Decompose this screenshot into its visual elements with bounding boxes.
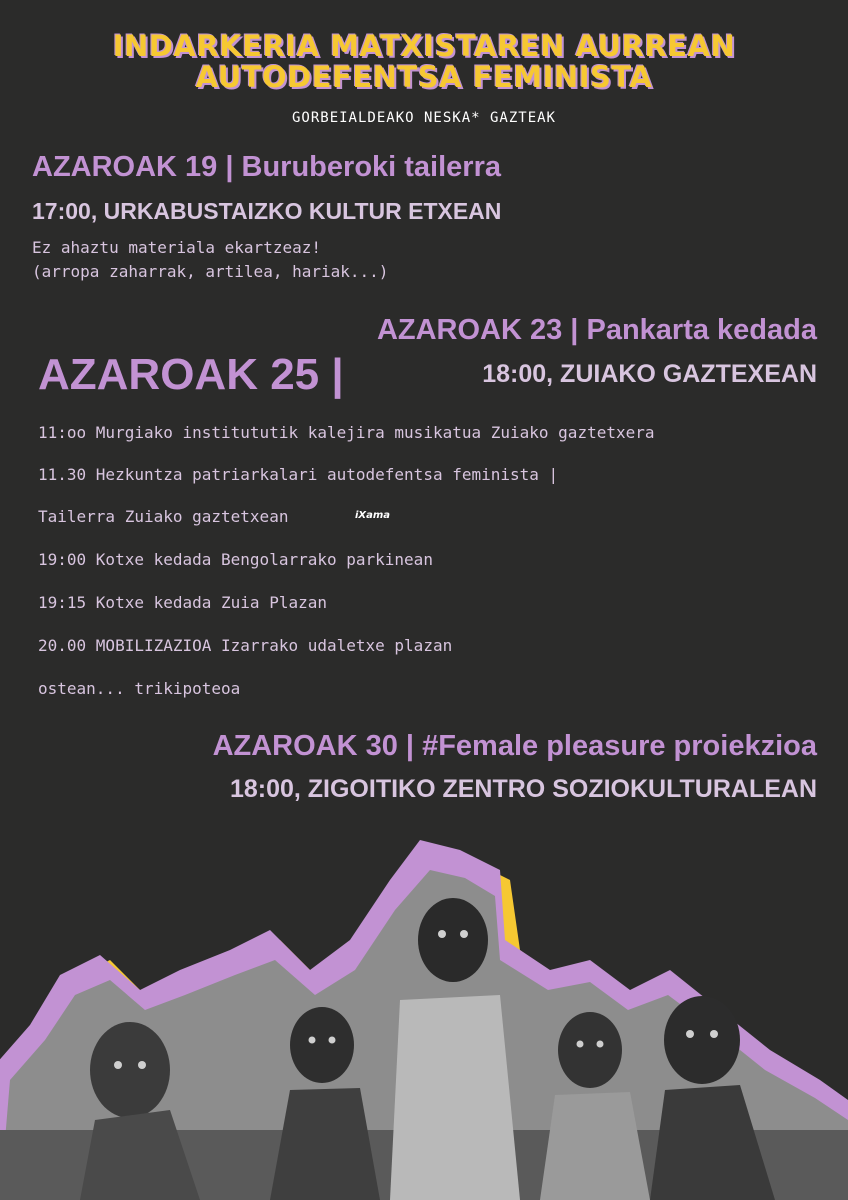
event-nov19-time-place: 17:00, URKABUSTAIZKO KULTUR ETXEAN (32, 198, 502, 224)
event-nov23-title: AZAROAK 23 | Pankarta kedada (376, 314, 817, 346)
ixama-logo: iXama (355, 510, 391, 521)
event-nov19-title: AZAROAK 19 | Buruberoki tailerra (32, 151, 501, 183)
event-nov19-note-materials: (arropa zaharrak, artilea, hariak...) (32, 262, 389, 281)
schedule-item: Tailerra Zuiako gaztetxean (38, 507, 289, 526)
schedule-item: 11:oo Murgiako institututik kalejira musikatua Zuiako gaztetxera (38, 423, 655, 442)
event-nov30-time-place: 18:00, ZIGOITIKO ZENTRO SOZIOKULTURALEAN (229, 775, 817, 803)
event-nov25-title: AZAROAK 25 | (38, 350, 344, 399)
schedule-item: 20.00 MOBILIZAZIOA Izarrako udaletxe plazan (38, 636, 453, 655)
event-nov23-time-place: 18:00, ZUIAKO GAZTEXEAN (482, 360, 817, 388)
poster-headline-line-1: INDARKERIA MATXISTAREN AURREAN (112, 29, 736, 63)
schedule-item: 11.30 Hezkuntza patriarkalari autodefentsa feminista | (38, 465, 559, 484)
masked-women-collage-image (0, 830, 848, 1200)
event-nov19-note: Ez ahaztu materiala ekartzeaz! (32, 238, 321, 257)
schedule-item: ostean... trikipoteoa (38, 679, 241, 698)
schedule-item: 19:15 Kotxe kedada Zuia Plazan (38, 593, 327, 612)
schedule-item: 19:00 Kotxe kedada Bengolarrako parkinean (38, 550, 433, 569)
organizer-name: GORBEIALDEAKO NESKA* GAZTEAK (291, 110, 556, 126)
event-nov30-title: AZAROAK 30 | #Female pleasure proiekzioa (212, 730, 817, 762)
poster-headline-line-2: AUTODEFENTSA FEMINISTA (195, 60, 653, 94)
